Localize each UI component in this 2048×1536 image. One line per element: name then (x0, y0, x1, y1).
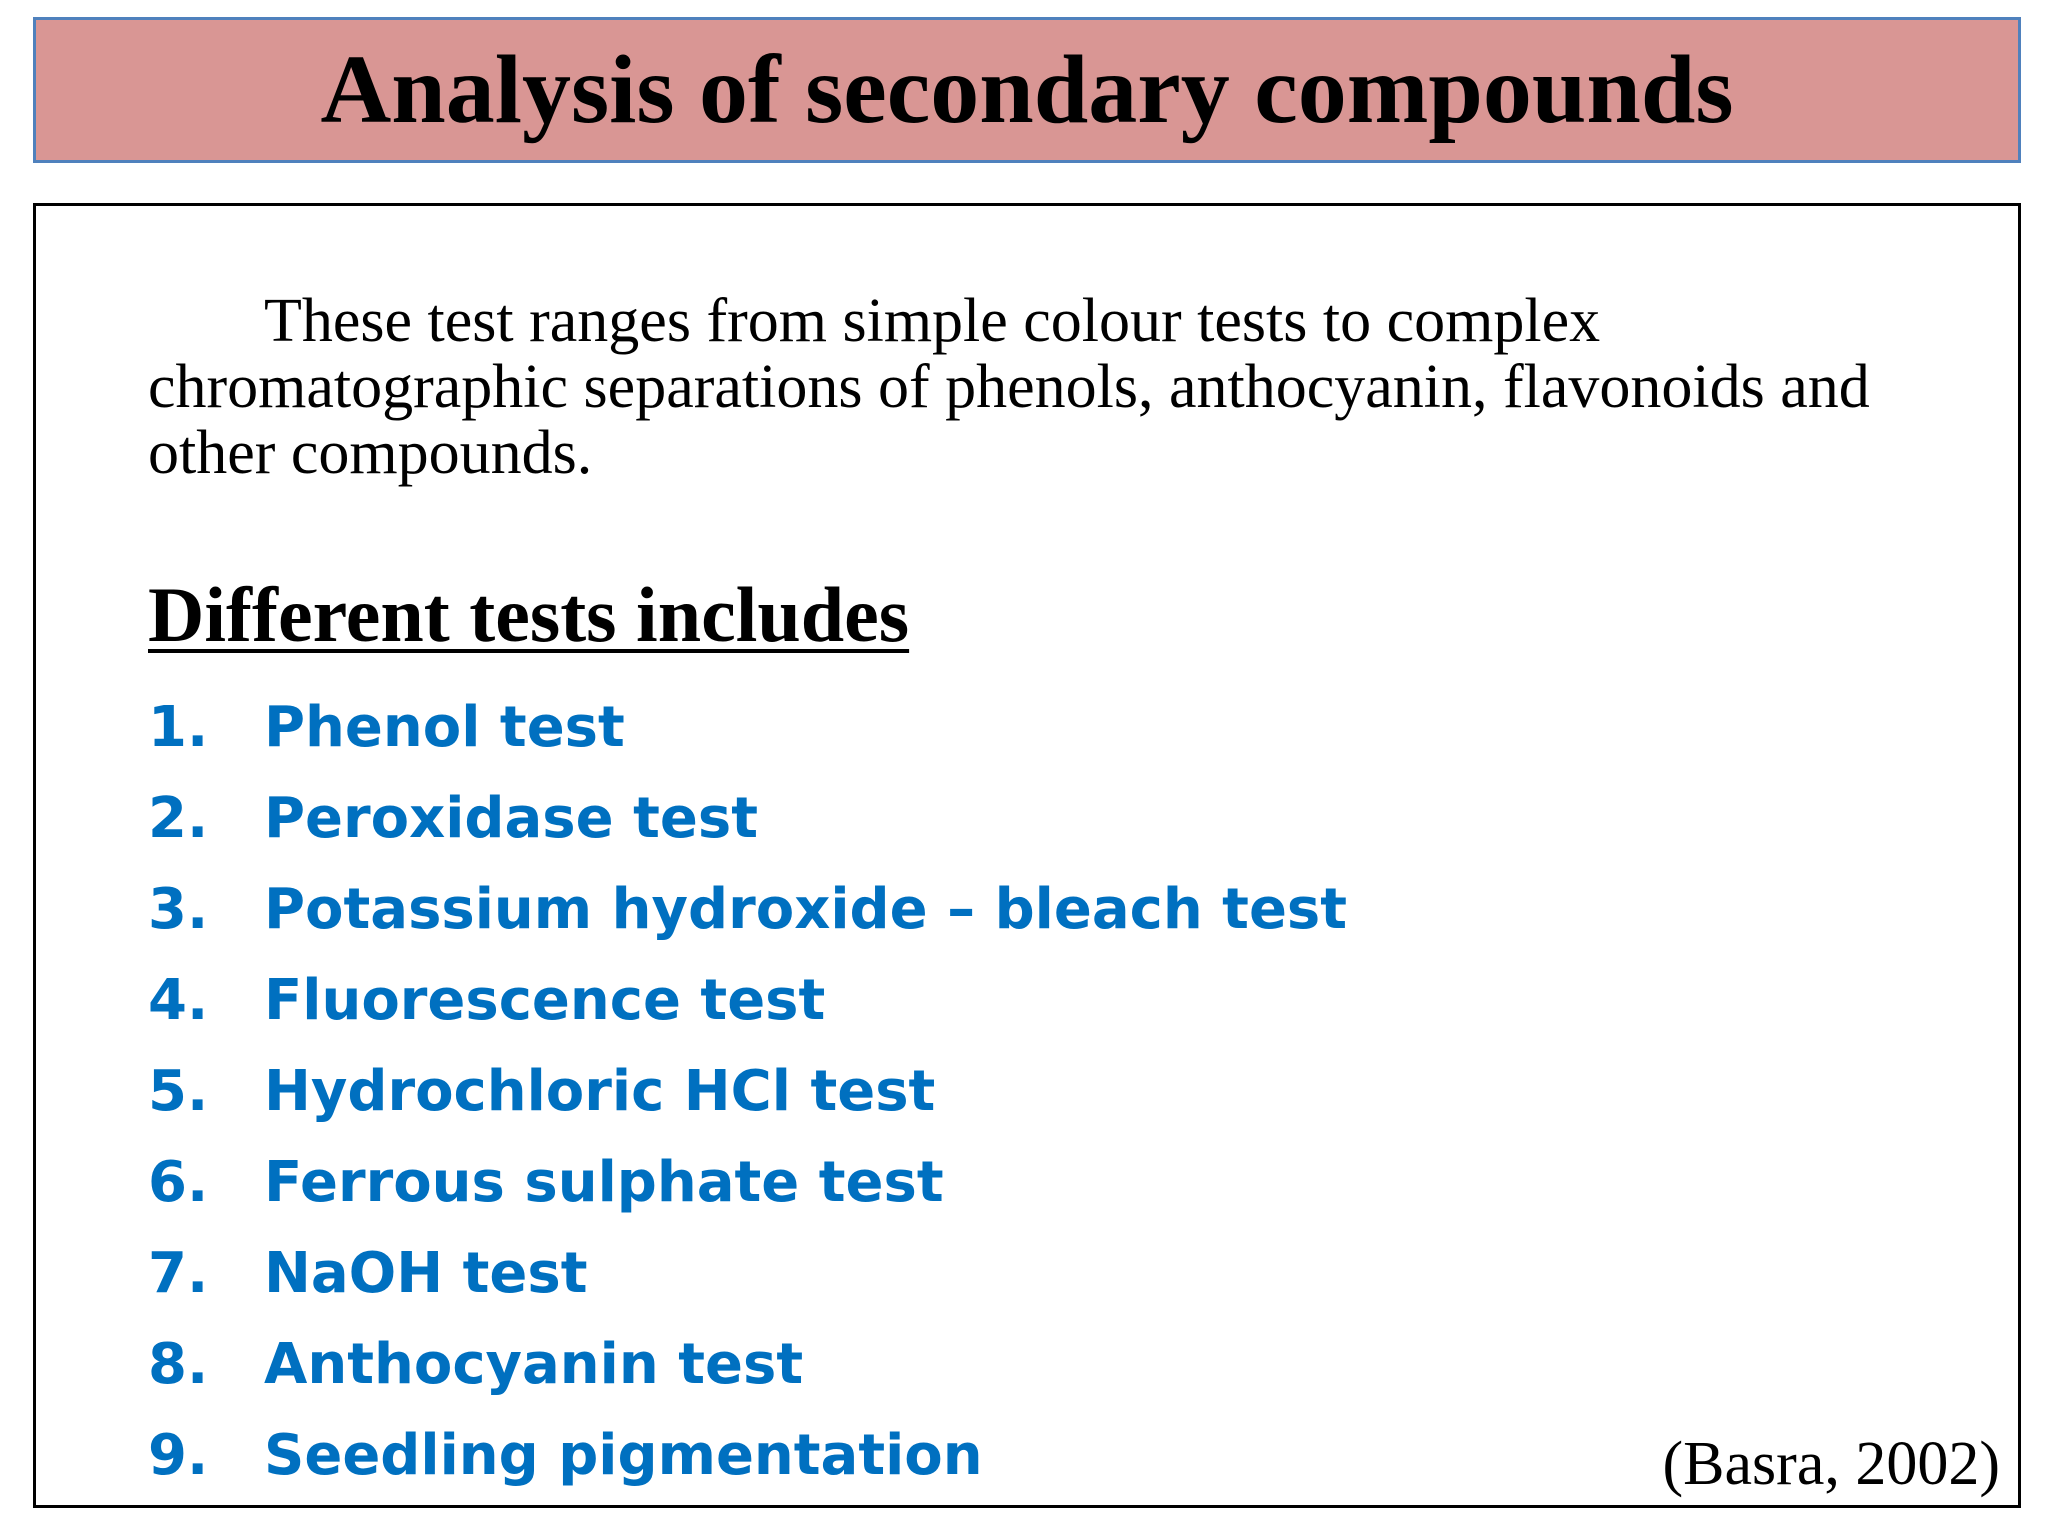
list-item-number: 7. (148, 1241, 209, 1306)
list-item-number: 3. (148, 877, 209, 942)
list-item (148, 682, 1347, 773)
list-item-number: 1. (148, 695, 209, 760)
list-item-label: Potassium hydroxide – bleach test (264, 877, 1348, 942)
list-item (148, 955, 1347, 1046)
citation: (Basra, 2002) (1662, 1430, 2000, 1498)
list-item (148, 1319, 1347, 1410)
list-item-label: Ferrous sulphate test (264, 1150, 944, 1215)
content-panel (33, 203, 2021, 1508)
list-item-label: NaOH test (264, 1241, 588, 1306)
list-item-number: 5. (148, 1059, 209, 1124)
list-item-number: 8. (148, 1332, 209, 1397)
list-item-label: Hydrochloric HCl test (264, 1059, 936, 1124)
title-banner (33, 17, 2021, 163)
section-heading: Different tests includes (148, 571, 910, 658)
list-item (148, 864, 1347, 955)
list-item (148, 1046, 1347, 1137)
list-item-label: Anthocyanin test (264, 1332, 804, 1397)
list-item-number: 9. (148, 1423, 209, 1488)
list-item-number: 2. (148, 786, 209, 851)
list-item-number: 6. (148, 1150, 209, 1215)
list-item (148, 773, 1347, 864)
list-item-label: Phenol test (264, 695, 625, 760)
list-item (148, 1137, 1347, 1228)
list-item-label: Fluorescence test (264, 968, 826, 1033)
list-item (148, 1228, 1347, 1319)
list-item-label: Seedling pigmentation (264, 1423, 983, 1488)
list-item-label: Peroxidase test (264, 786, 758, 851)
test-list (148, 682, 1347, 1501)
slide-title: Analysis of secondary compounds (320, 36, 1734, 144)
list-item-number: 4. (148, 968, 209, 1033)
intro-paragraph: These test ranges from simple colour tests to complex chromatographic separations of phenols, anthocyanin, flavonoids and other compounds. (148, 287, 1870, 487)
list-item (148, 1410, 1347, 1501)
